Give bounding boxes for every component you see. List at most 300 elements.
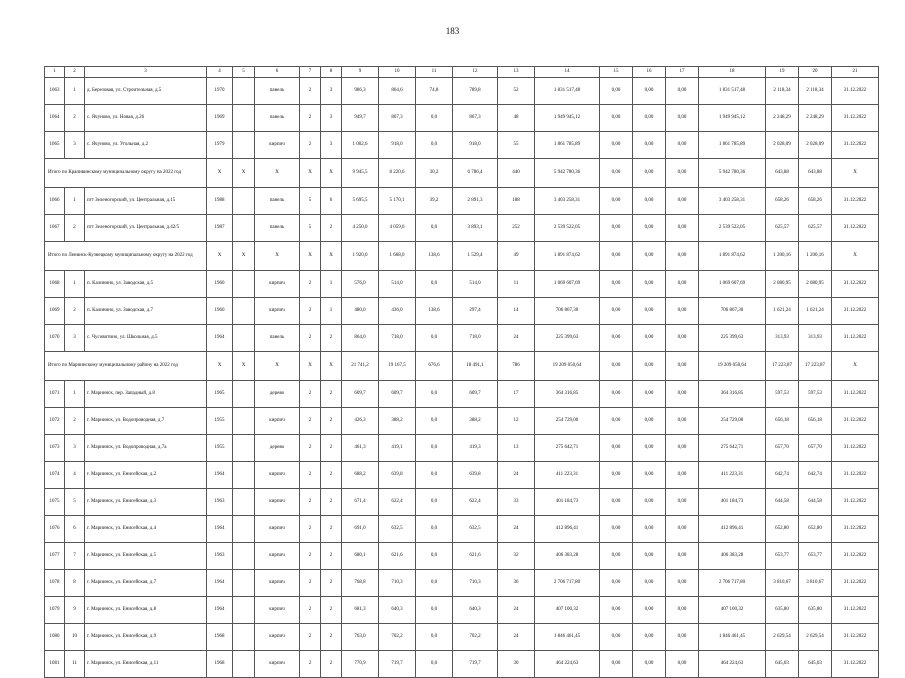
table-cell: 480,0: [342, 298, 379, 325]
table-cell: 31.12.2022: [832, 78, 879, 105]
column-number-cell: 19: [766, 67, 799, 78]
table-cell: 138,6: [416, 298, 453, 325]
table-cell: 225 399,63: [535, 325, 600, 352]
table-cell: кирпич: [255, 298, 300, 325]
subtotal-cell: 0,00: [600, 352, 633, 381]
table-cell: 609,7: [342, 381, 379, 408]
table-cell: 0,00: [633, 381, 666, 408]
table-cell: 2: [321, 597, 342, 624]
table-cell: 74,8: [416, 78, 453, 105]
table-cell: 1968: [207, 624, 233, 651]
table-cell: 1 949 945,12: [535, 105, 600, 132]
table-cell: 1988: [207, 188, 233, 215]
address-cell: с. Чусовитино, ул. Школьная, д.5: [85, 325, 207, 352]
table-cell: 718,0: [453, 325, 498, 352]
table-cell: 621,6: [453, 543, 498, 570]
table-row: [45, 188, 879, 215]
table-cell: [233, 570, 255, 597]
table-cell: 0,00: [633, 408, 666, 435]
table-cell: 0,00: [633, 624, 666, 651]
table-cell: 31.12.2022: [832, 215, 879, 242]
table-row: [45, 570, 879, 597]
table-cell: 671,4: [342, 489, 379, 516]
table-cell: 2: [300, 78, 321, 105]
table-cell: 2: [300, 105, 321, 132]
table-cell: 0,00: [600, 624, 633, 651]
table-cell: 632,5: [453, 516, 498, 543]
table-cell: 1 846 461,45: [535, 624, 600, 651]
table-cell: 24: [498, 597, 535, 624]
table-cell: 6: [65, 516, 85, 543]
table-cell: 642,74: [766, 462, 799, 489]
table-cell: 656,18: [766, 408, 799, 435]
subtotal-cell: 1 668,0: [379, 242, 416, 271]
table-cell: 2: [300, 408, 321, 435]
subtotal-cell: X: [207, 159, 233, 188]
address-cell: г. Мариинск, ул. Енисейская, д.7: [85, 570, 207, 597]
table-cell: 658,26: [766, 188, 799, 215]
table-cell: 0,00: [666, 651, 699, 678]
column-number-cell: 20: [799, 67, 832, 78]
table-cell: 388,2: [379, 408, 416, 435]
table-cell: 1 831 517,48: [699, 78, 766, 105]
table-cell: 644,58: [766, 489, 799, 516]
table-cell: 2: [300, 597, 321, 624]
table-cell: 2: [65, 105, 85, 132]
table-cell: 2: [321, 325, 342, 352]
table-cell: 644,58: [799, 489, 832, 516]
table-cell: 3 403 258,31: [535, 188, 600, 215]
table-cell: 864,0: [342, 325, 379, 352]
table-cell: 864,6: [379, 78, 416, 105]
table-cell: 1071: [45, 381, 65, 408]
table-cell: 0,00: [666, 132, 699, 159]
subtotal-cell: 1 200,16: [799, 242, 832, 271]
table-cell: [233, 325, 255, 352]
table-cell: 918,0: [379, 132, 416, 159]
table-cell: 1070: [45, 325, 65, 352]
subtotal-cell: 0,00: [600, 159, 633, 188]
table-cell: 364 316,85: [535, 381, 600, 408]
subtotal-label: Итого по Ленинск-Кузнецкому муниципальному округу на 2022 год: [45, 242, 207, 271]
table-cell: 1 002,6: [342, 132, 379, 159]
table-row: [45, 489, 879, 516]
table-cell: [233, 215, 255, 242]
address-cell: г. Мариинск, ул. Енисейская, д.9: [85, 624, 207, 651]
table-cell: 2 629,54: [799, 624, 832, 651]
table-cell: 0,0: [416, 597, 453, 624]
table-cell: 31.12.2022: [832, 325, 879, 352]
table-cell: 710,3: [453, 570, 498, 597]
table-cell: 0,00: [600, 489, 633, 516]
table-cell: 0,00: [633, 597, 666, 624]
table-cell: 12: [498, 408, 535, 435]
table-cell: 688,2: [342, 462, 379, 489]
subtotal-cell: X: [321, 242, 342, 271]
table-cell: 2: [300, 462, 321, 489]
table-cell: 0,00: [666, 78, 699, 105]
table-cell: 702,2: [379, 624, 416, 651]
table-cell: 0,00: [600, 325, 633, 352]
column-number-cell: 6: [255, 67, 300, 78]
table-cell: 867,3: [379, 105, 416, 132]
table-cell: 622,4: [453, 489, 498, 516]
table-cell: [233, 624, 255, 651]
table-cell: 1955: [207, 435, 233, 462]
subtotal-cell: X: [832, 352, 879, 381]
table-cell: 2 539 522,05: [699, 215, 766, 242]
table-cell: 2: [300, 325, 321, 352]
table-cell: 254 729,00: [699, 408, 766, 435]
table-cell: 0,00: [666, 516, 699, 543]
table-cell: 33: [498, 489, 535, 516]
table-cell: 691,0: [342, 516, 379, 543]
table-cell: 1964: [207, 597, 233, 624]
table-cell: 0,00: [600, 408, 633, 435]
table-cell: 1964: [207, 325, 233, 352]
table-row: [45, 271, 879, 298]
table-cell: 8: [65, 570, 85, 597]
table-cell: 1065: [45, 132, 65, 159]
table-cell: 0,0: [416, 271, 453, 298]
table-cell: 0,0: [416, 132, 453, 159]
subtotal-cell: X: [207, 242, 233, 271]
table-cell: [233, 408, 255, 435]
table-cell: 0,00: [633, 570, 666, 597]
table-cell: 1968: [207, 651, 233, 678]
table-cell: 1963: [207, 489, 233, 516]
address-cell: с. Ячуново, ул. Новая, д.26: [85, 105, 207, 132]
table-cell: 653,77: [766, 543, 799, 570]
subtotal-cell: 0,00: [666, 242, 699, 271]
table-cell: 0,00: [633, 215, 666, 242]
table-cell: 252: [498, 215, 535, 242]
table-cell: 622,4: [379, 489, 416, 516]
table-cell: 0,0: [416, 489, 453, 516]
table-cell: 254 729,00: [535, 408, 600, 435]
table-cell: 986,3: [342, 78, 379, 105]
subtotal-cell: 643,88: [766, 159, 799, 188]
table-row: [45, 624, 879, 651]
table-cell: 0,00: [600, 543, 633, 570]
table-body: [45, 67, 879, 678]
table-cell: 0,00: [633, 188, 666, 215]
table-cell: 625,57: [799, 215, 832, 242]
table-cell: 609,7: [379, 381, 416, 408]
table-cell: 0,00: [600, 381, 633, 408]
subtotal-cell: X: [300, 352, 321, 381]
table-cell: [233, 651, 255, 678]
subtotal-cell: X: [300, 159, 321, 188]
table-cell: 657,70: [799, 435, 832, 462]
table-cell: 1 846 461,45: [699, 624, 766, 651]
table-cell: 2: [300, 132, 321, 159]
table-cell: 625,57: [766, 215, 799, 242]
table-cell: 1970: [207, 78, 233, 105]
table-cell: 32: [498, 543, 535, 570]
table-cell: 13: [498, 435, 535, 462]
table-cell: 597,53: [766, 381, 799, 408]
table-cell: 3 810,67: [766, 570, 799, 597]
table-row: [45, 215, 879, 242]
table-cell: 0,00: [666, 408, 699, 435]
address-cell: п. Калинино, ул. Заводская, д.7: [85, 298, 207, 325]
table-cell: 1074: [45, 462, 65, 489]
table-cell: кирпич: [255, 489, 300, 516]
table-cell: 31.12.2022: [832, 105, 879, 132]
table-cell: 0,00: [666, 597, 699, 624]
table-cell: 0,00: [633, 543, 666, 570]
table-cell: 1076: [45, 516, 65, 543]
table-cell: [233, 298, 255, 325]
table-cell: 0,00: [600, 597, 633, 624]
subtotal-cell: X: [255, 159, 300, 188]
table-cell: 388,2: [453, 408, 498, 435]
table-cell: 24: [498, 325, 535, 352]
table-cell: 0,00: [666, 105, 699, 132]
table-cell: 31.12.2022: [832, 271, 879, 298]
table-cell: 1075: [45, 489, 65, 516]
table-cell: 0,00: [633, 105, 666, 132]
table-cell: 2: [300, 543, 321, 570]
subtotal-cell: X: [832, 159, 879, 188]
table-cell: 609,7: [453, 381, 498, 408]
table-cell: 2 118,34: [799, 78, 832, 105]
table-cell: 2 080,95: [766, 271, 799, 298]
table-cell: [233, 435, 255, 462]
subtotal-cell: 6 786,4: [453, 159, 498, 188]
table-cell: 30: [498, 651, 535, 678]
address-cell: г. Мариинск, ул. Водопроводная, д.7: [85, 408, 207, 435]
table-cell: 419,3: [453, 435, 498, 462]
table-cell: 2: [321, 462, 342, 489]
table-cell: 2: [321, 543, 342, 570]
table-cell: 1 861 785,89: [699, 132, 766, 159]
table-cell: 949,7: [342, 105, 379, 132]
table-cell: 640,3: [379, 597, 416, 624]
table-cell: 635,80: [766, 597, 799, 624]
subtotal-cell: 0,00: [633, 159, 666, 188]
subtotal-cell: 49: [498, 242, 535, 271]
table-cell: 2: [321, 516, 342, 543]
table-cell: 658,26: [799, 188, 832, 215]
table-cell: 1 621,24: [766, 298, 799, 325]
table-cell: 2: [300, 516, 321, 543]
table-cell: 0,00: [633, 651, 666, 678]
table-cell: 1: [65, 188, 85, 215]
table-cell: 1: [65, 381, 85, 408]
table-cell: панель: [255, 78, 300, 105]
table-cell: кирпич: [255, 597, 300, 624]
subtotal-cell: 19 209 050,64: [699, 352, 766, 381]
subtotal-cell: 138,6: [416, 242, 453, 271]
table-cell: 419,1: [379, 435, 416, 462]
table-cell: 0,00: [633, 462, 666, 489]
table-cell: 1979: [207, 132, 233, 159]
table-cell: 652,80: [799, 516, 832, 543]
table-cell: 680,1: [342, 543, 379, 570]
table-row: [45, 298, 879, 325]
table-cell: 0,0: [416, 325, 453, 352]
subtotal-cell: X: [207, 352, 233, 381]
table-cell: 2: [300, 271, 321, 298]
table-cell: 1067: [45, 215, 65, 242]
table-cell: 3 893,1: [453, 215, 498, 242]
table-row: [45, 543, 879, 570]
subtotal-cell: 0,00: [666, 352, 699, 381]
table-cell: 188: [498, 188, 535, 215]
table-row: [45, 325, 879, 352]
subtotal-cell: 0,00: [633, 242, 666, 271]
table-cell: 2: [300, 651, 321, 678]
table-cell: 55: [498, 132, 535, 159]
table-cell: 0,0: [416, 462, 453, 489]
subtotal-cell: 5 942 780,36: [699, 159, 766, 188]
table-row: [45, 516, 879, 543]
table-cell: 31.12.2022: [832, 462, 879, 489]
table-row: [45, 597, 879, 624]
table-cell: 635,80: [799, 597, 832, 624]
table-cell: 5: [65, 489, 85, 516]
table-cell: 31.12.2022: [832, 435, 879, 462]
table-cell: 2 706 717,80: [535, 570, 600, 597]
subtotal-cell: 643,88: [799, 159, 832, 188]
table-cell: [233, 516, 255, 543]
table-cell: 0,00: [666, 624, 699, 651]
table-cell: 0,00: [600, 651, 633, 678]
table-cell: 0,00: [600, 462, 633, 489]
table-row: [45, 381, 879, 408]
subtotal-cell: 1 920,0: [342, 242, 379, 271]
table-cell: 31.12.2022: [832, 624, 879, 651]
table-cell: 31.12.2022: [832, 597, 879, 624]
table-cell: 0,00: [666, 271, 699, 298]
subtotal-label: Итого по Крапивинскому муниципальному округу на 2022 год: [45, 159, 207, 188]
subtotal-cell: 786: [498, 352, 535, 381]
table-cell: 0,00: [600, 570, 633, 597]
table-cell: 0,00: [666, 188, 699, 215]
table-cell: 0,0: [416, 651, 453, 678]
table-cell: 1955: [207, 408, 233, 435]
column-number-cell: 13: [498, 67, 535, 78]
table-cell: 0,00: [633, 271, 666, 298]
table-cell: 2: [321, 624, 342, 651]
table-cell: 0,00: [600, 78, 633, 105]
table-cell: 7: [65, 543, 85, 570]
table-cell: 763,0: [342, 624, 379, 651]
table-cell: 652,80: [766, 516, 799, 543]
table-cell: 31.12.2022: [832, 516, 879, 543]
subtotal-cell: 21 741,2: [342, 352, 379, 381]
subtotal-cell: X: [321, 159, 342, 188]
table-cell: 401 184,73: [535, 489, 600, 516]
table-cell: 313,93: [766, 325, 799, 352]
table-cell: 1066: [45, 188, 65, 215]
table-cell: 0,0: [416, 516, 453, 543]
table-cell: 0,0: [416, 543, 453, 570]
table-cell: [233, 188, 255, 215]
table-cell: 639,8: [453, 462, 498, 489]
table-cell: 706 867,30: [699, 298, 766, 325]
table-cell: 0,0: [416, 570, 453, 597]
column-number-cell: 21: [832, 67, 879, 78]
table-cell: 645,03: [766, 651, 799, 678]
table-cell: 275 642,71: [699, 435, 766, 462]
table-cell: кирпич: [255, 132, 300, 159]
table-cell: 31.12.2022: [832, 132, 879, 159]
column-number-cell: 17: [666, 67, 699, 78]
table-cell: 576,0: [342, 271, 379, 298]
subtotal-cell: X: [321, 352, 342, 381]
table-cell: [233, 381, 255, 408]
address-cell: п. Калинино, ул. Заводская, д.5: [85, 271, 207, 298]
table-cell: 2: [300, 435, 321, 462]
table-cell: 31.12.2022: [832, 188, 879, 215]
table-cell: 0,00: [600, 132, 633, 159]
table-cell: 2: [65, 298, 85, 325]
table-cell: кирпич: [255, 543, 300, 570]
table-cell: 0,00: [666, 489, 699, 516]
column-number-cell: 7: [300, 67, 321, 78]
table-row: [45, 408, 879, 435]
table-cell: 2 706 717,80: [699, 570, 766, 597]
column-number-cell: 4: [207, 67, 233, 78]
table-cell: 0,00: [600, 271, 633, 298]
table-cell: 621,6: [379, 543, 416, 570]
table-cell: 1063: [45, 78, 65, 105]
column-number-cell: 9: [342, 67, 379, 78]
table-cell: 0,00: [633, 435, 666, 462]
table-cell: 0,00: [666, 325, 699, 352]
table-cell: 2: [300, 381, 321, 408]
table-cell: 0,00: [666, 215, 699, 242]
table-cell: панель: [255, 215, 300, 242]
table-cell: 2 539 522,05: [535, 215, 600, 242]
table-cell: 0,00: [600, 105, 633, 132]
subtotal-cell: 1 200,16: [766, 242, 799, 271]
column-number-cell: 11: [416, 67, 453, 78]
table-cell: 6: [321, 188, 342, 215]
table-cell: 918,0: [453, 132, 498, 159]
table-cell: 770,9: [342, 651, 379, 678]
table-cell: 0,00: [600, 435, 633, 462]
table-cell: 4 059,6: [379, 215, 416, 242]
subtotal-cell: X: [233, 159, 255, 188]
subtotal-cell: 1 891 874,62: [535, 242, 600, 271]
subtotal-cell: 0,00: [633, 352, 666, 381]
table-cell: 5 695,5: [342, 188, 379, 215]
table-cell: панель: [255, 105, 300, 132]
table-cell: 14: [498, 298, 535, 325]
table-cell: 412 896,41: [699, 516, 766, 543]
table-cell: 0,00: [633, 298, 666, 325]
table-cell: 702,2: [453, 624, 498, 651]
address-cell: г. Мариинск, ул. Енисейская, д.3: [85, 489, 207, 516]
table-cell: [233, 597, 255, 624]
table-cell: 2: [321, 489, 342, 516]
table-cell: 768,8: [342, 570, 379, 597]
table-cell: 3: [321, 132, 342, 159]
table-cell: дерево: [255, 435, 300, 462]
subtotal-cell: 440: [498, 159, 535, 188]
address-cell: г. Мариинск, ул. Енисейская, д.8: [85, 597, 207, 624]
subtotal-cell: 18 491,1: [453, 352, 498, 381]
table-cell: 297,4: [453, 298, 498, 325]
table-cell: кирпич: [255, 271, 300, 298]
table-cell: кирпич: [255, 516, 300, 543]
table-cell: 406 383,28: [699, 543, 766, 570]
subtotal-cell: 17 223,87: [766, 352, 799, 381]
